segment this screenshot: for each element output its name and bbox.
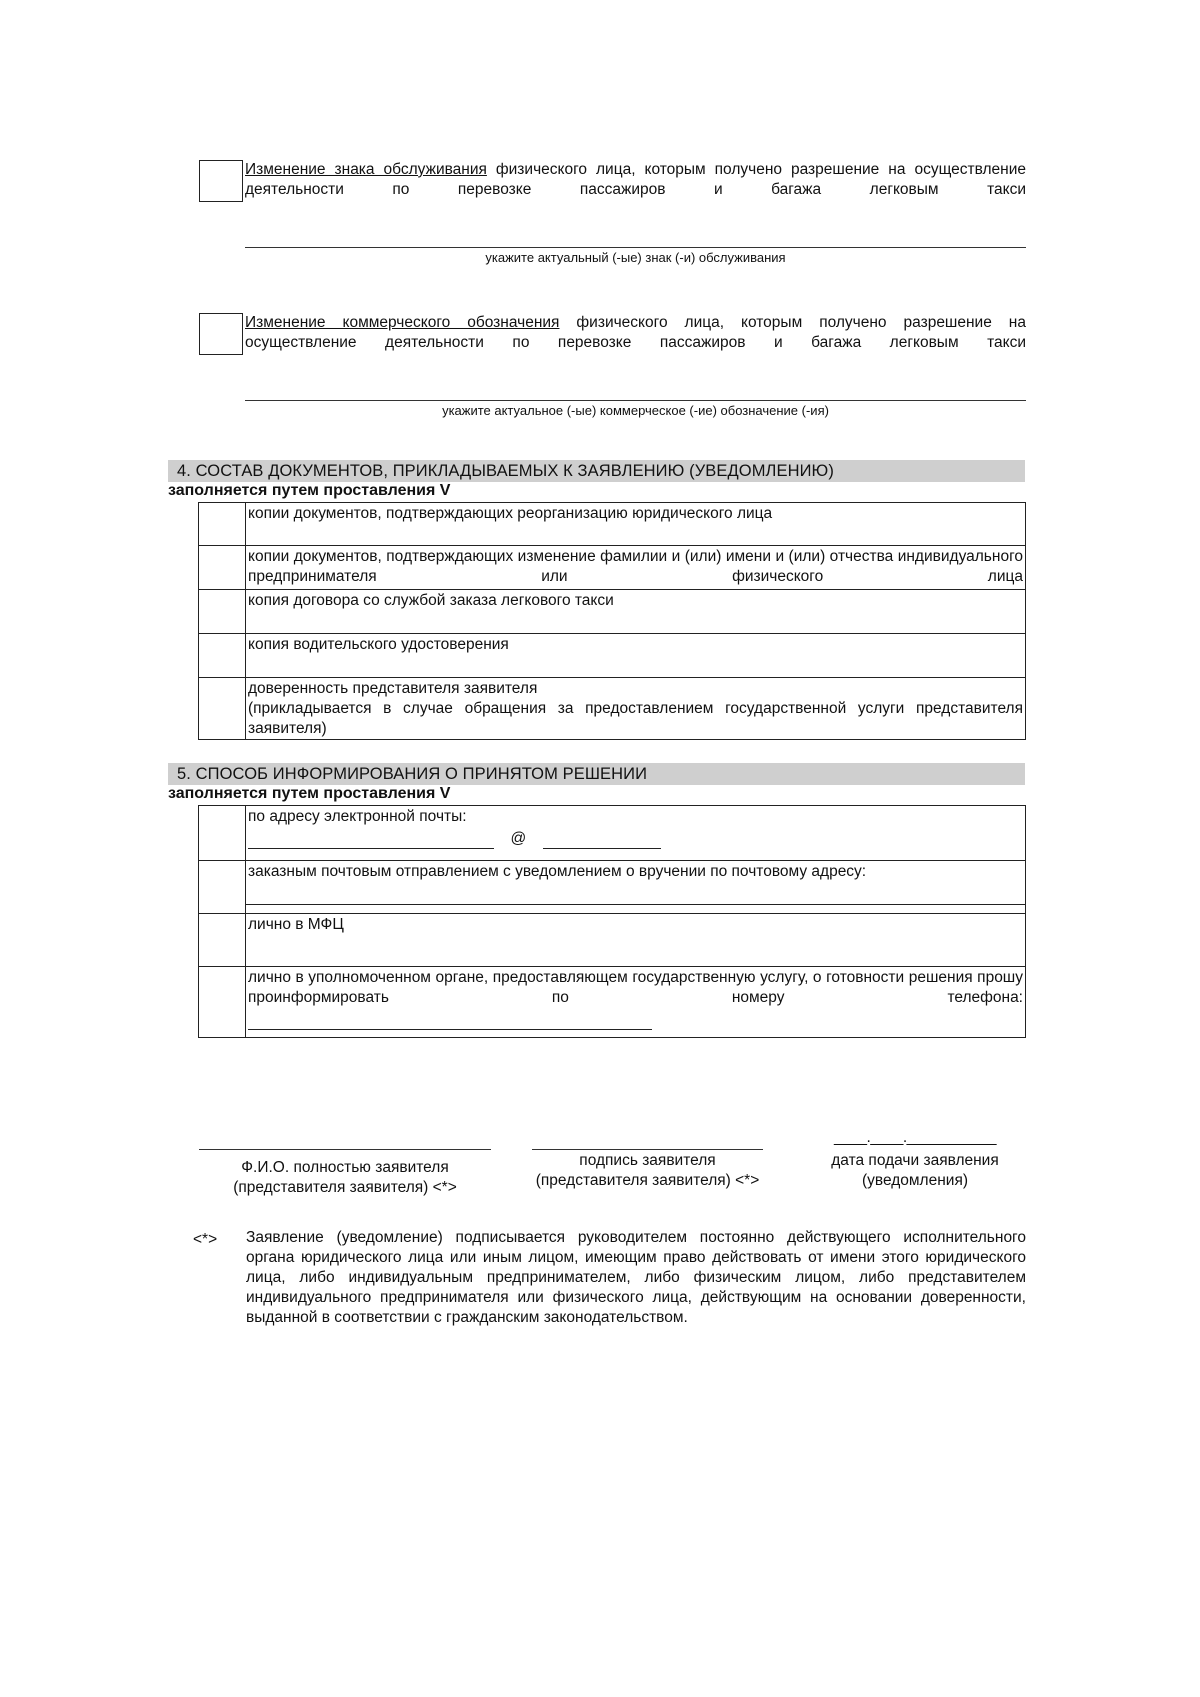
section-4-title: 4. СОСТАВ ДОКУМЕНТОВ, ПРИКЛАДЫВАЕМЫХ К ЗАЯВЛЕНИЮ (УВЕДОМЛЕНИЮ): [168, 460, 1025, 482]
phone-option-checkbox[interactable]: [199, 967, 246, 1038]
document-checkbox-power-of-attorney[interactable]: [199, 678, 246, 740]
phone-number-field[interactable]: [248, 1013, 652, 1030]
signature-caption-line1: подпись заявителя: [579, 1152, 716, 1169]
section-5-title: 5. СПОСОБ ИНФОРМИРОВАНИЯ О ПРИНЯТОМ РЕШЕНИИ: [168, 763, 1025, 785]
document-cell: [246, 678, 1026, 740]
service-mark-input-line[interactable]: [245, 247, 1026, 248]
full-name-caption-line1: Ф.И.О. полностью заявителя: [241, 1159, 449, 1176]
section-4-subtitle: заполняется путем проставления V: [168, 482, 451, 499]
document-row: [199, 634, 1026, 678]
date-caption-line1: дата подачи заявления: [831, 1152, 999, 1169]
document-checkbox-name-change[interactable]: [199, 546, 246, 590]
notification-row: [199, 967, 1026, 1038]
document-label: копия договора со службой заказа легкового такси: [246, 590, 1026, 634]
phone-option-label: лично в уполномоченном органе, предоставляющем государственную услугу, о готовности решения прошу проинформировать по номеру телефона:: [248, 969, 1023, 1006]
signature-caption-line2: (представителя заявителя) <*>: [535, 1172, 760, 1189]
phone-option-cell: [246, 967, 1026, 1038]
commercial-designation-checkbox[interactable]: [199, 313, 243, 355]
signature-caption: [532, 1151, 763, 1191]
date-caption: [805, 1151, 1025, 1191]
email-domain-field[interactable]: [543, 832, 661, 849]
email-option-label: по адресу электронной почты:: [248, 808, 467, 825]
email-option-cell: [246, 806, 1026, 861]
document-label: копии документов, подтверждающих реорганизацию юридического лица: [246, 503, 1026, 546]
notification-method-table: [198, 805, 1026, 1038]
full-name-line[interactable]: [199, 1149, 491, 1150]
document-row: [199, 546, 1026, 590]
document-note: (прикладывается в случае обращения за предоставлением государственной услуги представителя заявителя): [248, 700, 1023, 737]
email-fields: [248, 829, 1023, 849]
document-label: копии документов, подтверждающих изменение фамилии и (или) имени и (или) отчества индивидуального предпринимателя или физического лица: [246, 546, 1026, 590]
documents-table: [198, 502, 1026, 740]
full-name-caption-line2: (представителя заявителя) <*>: [233, 1179, 457, 1196]
service-mark-description: физического лица, которым получено разрешение на осуществление деятельности по перевозке пассажиров и багажа легковым такси: [245, 161, 1026, 198]
mail-option-checkbox[interactable]: [199, 861, 246, 914]
email-option-checkbox[interactable]: [199, 806, 246, 861]
footnote-mark: <*>: [193, 1231, 218, 1248]
commercial-designation-caption: укажите актуальное (-ые) коммерческое (-ие) обозначение (-ия): [442, 403, 829, 418]
at-sign: @: [510, 830, 527, 847]
notification-row: [199, 914, 1026, 967]
postal-address-field[interactable]: [246, 882, 1025, 905]
full-name-caption: [199, 1158, 491, 1198]
document-checkbox-reorganization[interactable]: [199, 503, 246, 546]
mfc-option-label: лично в МФЦ: [246, 914, 1026, 967]
document-label: копия водительского удостоверения: [246, 634, 1026, 678]
date-mask[interactable]: ____.____.___________: [834, 1129, 996, 1146]
commercial-designation-description: физического лица, которым получено разрешение на осуществление деятельности по перевозке пассажиров и багажа легковым такси: [245, 314, 1026, 351]
notification-row: [199, 806, 1026, 861]
document-row: [199, 590, 1026, 634]
document-label: доверенность представителя заявителя: [248, 680, 538, 697]
section-5-subtitle: заполняется путем проставления V: [168, 785, 451, 802]
commercial-designation-input-line[interactable]: [245, 400, 1026, 401]
document-checkbox-driver-license[interactable]: [199, 634, 246, 678]
document-checkbox-taxi-contract[interactable]: [199, 590, 246, 634]
commercial-designation-heading: Изменение коммерческого обозначения: [245, 314, 560, 331]
footnote-text: Заявление (уведомление) подписывается руководителем постоянно действующего исполнительного органа юридического лица или иным лицом, имеющим право действовать от имени этого юридического лица, либо индивидуальным предпринимателем, либо физическим лицом, либо представителем индивидуального предпринимателя или физического лица, действующим на основании доверенности, выданной в соответствии с гражданским законодательством.: [246, 1229, 1026, 1326]
date-caption-line2: (уведомления): [861, 1172, 968, 1189]
signature-line[interactable]: [532, 1149, 763, 1150]
service-mark-caption: укажите актуальный (-ые) знак (-и) обслуживания: [485, 250, 786, 265]
mail-option-label: заказным почтовым отправлением с уведомлением о вручении по почтовому адресу:: [248, 863, 867, 880]
service-mark-heading: Изменение знака обслуживания: [245, 161, 487, 178]
service-mark-checkbox[interactable]: [199, 160, 243, 202]
notification-row: [199, 861, 1026, 914]
email-user-field[interactable]: [248, 832, 494, 849]
mfc-option-checkbox[interactable]: [199, 914, 246, 967]
service-mark-text: [245, 160, 1026, 200]
document-row: [199, 503, 1026, 546]
commercial-designation-text: [245, 313, 1026, 353]
document-row: [199, 678, 1026, 740]
mail-option-cell: [246, 861, 1026, 914]
